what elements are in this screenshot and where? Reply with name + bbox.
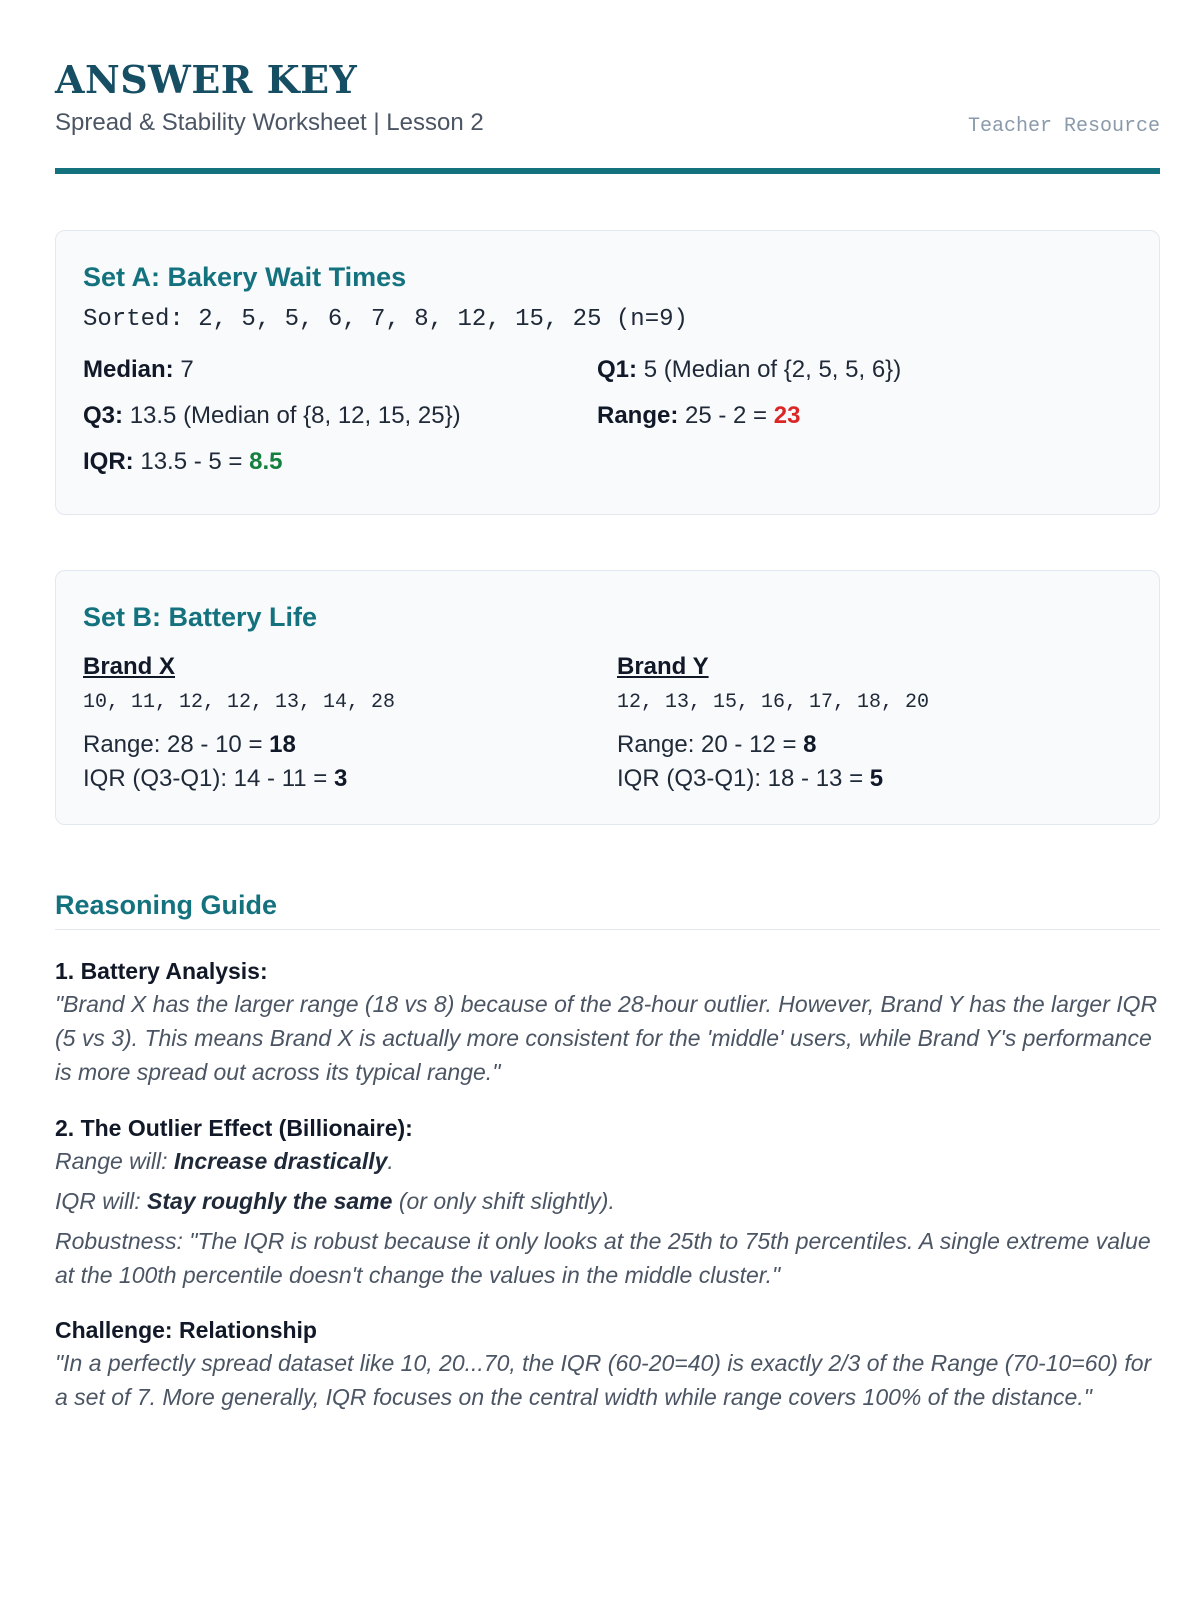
brand-x-range-expression: Range: 28 - 10 = xyxy=(83,731,263,758)
battery-analysis-heading: 1. Battery Analysis: xyxy=(55,958,268,984)
set-a-median xyxy=(83,356,194,384)
page-subtitle: Spread & Stability Worksheet | Lesson 2 xyxy=(55,109,484,136)
outlier-range-line xyxy=(55,1144,1160,1178)
brand-y-data: 12, 13, 15, 16, 17, 18, 20 xyxy=(617,691,930,714)
set-a-iqr xyxy=(83,448,282,476)
brand-y-range-result: 8 xyxy=(803,731,817,758)
brand-x-data: 10, 11, 12, 12, 13, 14, 28 xyxy=(83,691,396,714)
set-b-card xyxy=(55,570,1160,825)
outlier-effect-heading: 2. The Outlier Effect (Billionaire): xyxy=(55,1115,413,1141)
brand-x-column xyxy=(83,653,603,796)
brand-y-range-expression: Range: 20 - 12 = xyxy=(617,731,797,758)
iqr-result: 8.5 xyxy=(249,448,283,475)
set-a-q3 xyxy=(83,402,461,430)
brand-y-range xyxy=(617,728,1137,762)
q1-label: Q1: xyxy=(597,356,638,383)
range-expression: 25 - 2 = xyxy=(685,402,768,429)
brand-x-name: Brand X xyxy=(83,653,176,680)
header xyxy=(55,55,1160,175)
challenge-relationship xyxy=(55,1314,1160,1414)
battery-analysis xyxy=(55,955,1160,1089)
brand-y-iqr-result: 5 xyxy=(869,765,884,792)
brand-y-iqr-expression: IQR (Q3-Q1): 18 - 13 = xyxy=(617,765,864,792)
challenge-heading: Challenge: Relationship xyxy=(55,1317,317,1343)
reasoning-guide-title: Reasoning Guide xyxy=(55,890,278,920)
range-label: Range: xyxy=(597,402,679,429)
brand-x-iqr-expression: IQR (Q3-Q1): 14 - 11 = xyxy=(83,765,328,792)
outlier-range-answer: Increase drastically xyxy=(173,1148,388,1174)
q1-value: 5 (Median of {2, 5, 5, 6}) xyxy=(643,356,902,383)
median-label: Median: xyxy=(83,356,174,383)
set-b-title: Set B: Battery Life xyxy=(83,602,318,632)
q3-value: 13.5 (Median of {8, 12, 15, 25}) xyxy=(129,402,461,429)
challenge-text: "In a perfectly spread dataset like 10, 20...70, the IQR (60-20=40) is exactly 2/3 of the Range (70-10=60) for a set of 7. More generally, IQR focuses on the central width while range covers 100% of the distance." xyxy=(55,1350,1152,1410)
outlier-iqr-prefix: IQR will: xyxy=(55,1188,141,1214)
brand-y-stats xyxy=(617,728,1137,796)
set-a-sorted-data: Sorted: 2, 5, 5, 6, 7, 8, 12, 15, 25 (n=9) xyxy=(83,306,688,333)
outlier-robustness-text: Robustness: "The IQR is robust because it only looks at the 25th to 75th percentiles. A single extreme value at the 100th percentile doesn't change the values in the middle cluster." xyxy=(55,1228,1151,1288)
iqr-expression: 13.5 - 5 = xyxy=(140,448,243,475)
brand-x-range-result: 18 xyxy=(269,731,296,758)
page-title: ANSWER KEY xyxy=(55,57,358,102)
set-a-card xyxy=(55,230,1160,515)
set-a-title: Set A: Bakery Wait Times xyxy=(83,262,407,292)
outlier-range-suffix: . xyxy=(387,1148,394,1174)
answer-key-page xyxy=(55,55,1160,1410)
brand-y-iqr xyxy=(617,762,1137,796)
brand-x-stats xyxy=(83,728,603,796)
outlier-effect xyxy=(55,1112,1160,1292)
iqr-label: IQR: xyxy=(83,448,134,475)
set-a-range xyxy=(597,402,800,430)
reasoning-divider xyxy=(55,929,1160,930)
brand-x-iqr-result: 3 xyxy=(333,765,348,792)
range-result: 23 xyxy=(773,402,801,429)
set-a-q1 xyxy=(597,356,901,384)
median-value: 7 xyxy=(180,356,194,383)
header-divider xyxy=(55,168,1160,174)
brand-x-iqr xyxy=(83,762,603,796)
q3-label: Q3: xyxy=(83,402,124,429)
teacher-resource-tag: Teacher Resource xyxy=(967,115,1160,138)
outlier-iqr-suffix: (or only shift slightly). xyxy=(398,1188,615,1214)
outlier-range-prefix: Range will: xyxy=(55,1148,168,1174)
brand-y-column xyxy=(617,653,1137,796)
brand-x-range xyxy=(83,728,603,762)
outlier-iqr-line xyxy=(55,1184,1160,1218)
outlier-iqr-answer: Stay roughly the same xyxy=(147,1188,393,1214)
brand-y-name: Brand Y xyxy=(617,653,709,680)
battery-analysis-text: "Brand X has the larger range (18 vs 8) because of the 28-hour outlier. However, Brand Y has the larger IQR (5 vs 3). This means Brand X is actually more consistent for the 'middle' users, while Brand Y's performance is more spread out across its typical range." xyxy=(55,991,1158,1085)
